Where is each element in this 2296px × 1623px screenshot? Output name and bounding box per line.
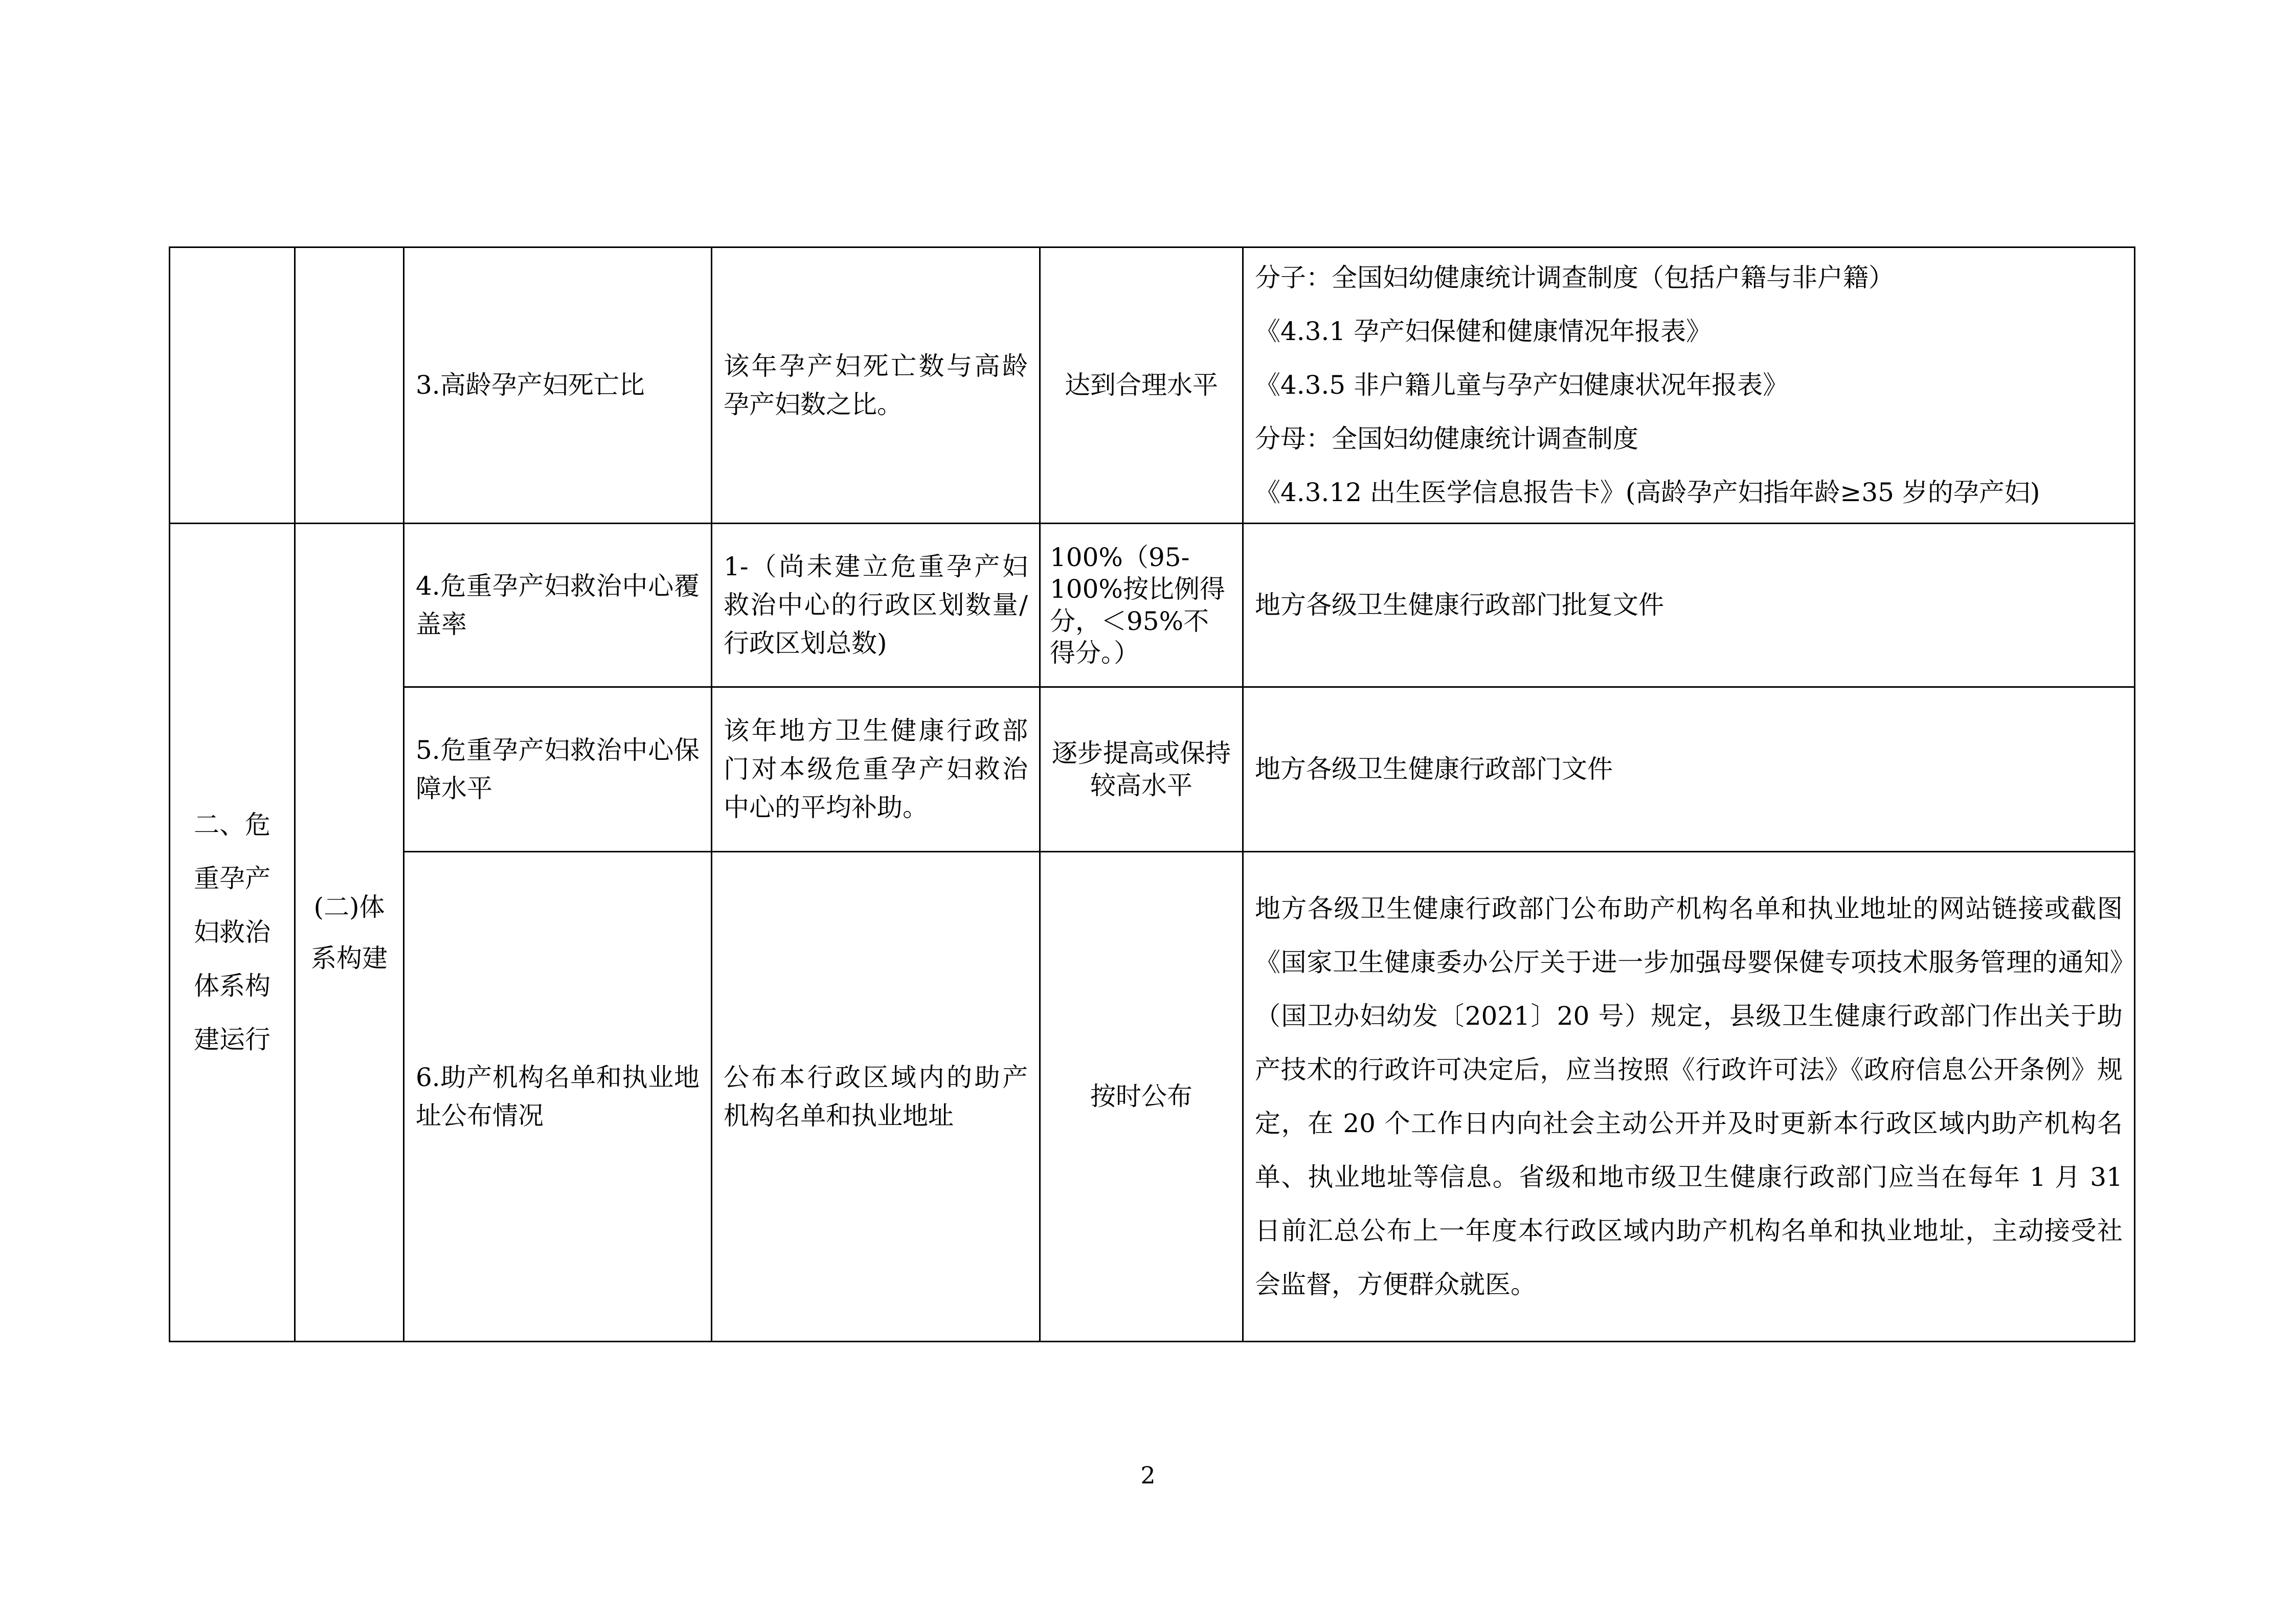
category-l2-cell xyxy=(295,247,404,524)
indicator-source xyxy=(1243,687,2135,852)
table-row xyxy=(170,687,2135,852)
table-row xyxy=(170,852,2135,1342)
source-text: 地方各级卫生健康行政部门公布助产机构名单和执业地址的网站链接或截图《国家卫生健康委办公厅关于进一步加强母婴保健专项技术服务管理的通知》（国卫办妇幼发〔2021〕20 号）规定，县级卫生健康行政部门作出关于助产技术的行政许可决定后，应当按照《行政许可法》《政府信息公开条例》规定，在 20 个工作日内向社会主动公开并及时更新本行政区域内助产机构名单、执业地址等信息。省级和地市级卫生健康行政部门应当在每年 1 月 31 日前汇总公布上一年度本行政区域内助产机构名单和执业地址，主动接受社会监督，方便群众就医。 xyxy=(1255,893,2123,1299)
category-l2-cell: (二)体系构建 xyxy=(295,524,404,1342)
indicator-table xyxy=(169,246,2135,1342)
indicator-definition: 公布本行政区域内的助产机构名单和执业地址 xyxy=(712,852,1040,1342)
source-line: 地方各级卫生健康行政部门批复文件 xyxy=(1255,590,1664,620)
indicator-source xyxy=(1243,852,2135,1342)
indicator-source xyxy=(1243,247,2135,524)
source-line: 《4.3.5 非户籍儿童与孕产妇健康状况年报表》 xyxy=(1255,370,1789,400)
indicator-target: 100%（95-100%按比例得分，＜95%不得分。） xyxy=(1040,524,1243,687)
source-line: 分母：全国妇幼健康统计调查制度 xyxy=(1255,424,1638,454)
category-l1-cell: 二、危重孕产妇救治体系构建运行 xyxy=(170,524,295,1342)
category-l1-cell xyxy=(170,247,295,524)
indicator-target: 达到合理水平 xyxy=(1040,247,1243,524)
indicator-target: 逐步提高或保持较高水平 xyxy=(1040,687,1243,852)
table-row xyxy=(170,247,2135,524)
page-number: 2 xyxy=(1140,1461,1156,1489)
indicator-definition: 该年地方卫生健康行政部门对本级危重孕产妇救治中心的平均补助。 xyxy=(712,687,1040,852)
indicator-name: 3.高龄孕产妇死亡比 xyxy=(404,247,712,524)
indicator-name: 4.危重孕产妇救治中心覆盖率 xyxy=(404,524,712,687)
indicator-name: 5.危重孕产妇救治中心保障水平 xyxy=(404,687,712,852)
source-line: 地方各级卫生健康行政部门文件 xyxy=(1255,754,1613,784)
source-line: 《4.3.1 孕产妇保健和健康情况年报表》 xyxy=(1255,317,1712,346)
indicator-target: 按时公布 xyxy=(1040,852,1243,1342)
source-line: 《4.3.12 出生医学信息报告卡》(高龄孕产妇指年龄≥35 岁的孕产妇) xyxy=(1255,478,2040,507)
indicator-definition: 该年孕产妇死亡数与高龄孕产妇数之比。 xyxy=(712,247,1040,524)
indicator-name: 6.助产机构名单和执业地址公布情况 xyxy=(404,852,712,1342)
indicator-source xyxy=(1243,524,2135,687)
table-row xyxy=(170,524,2135,687)
source-line: 分子：全国妇幼健康统计调查制度（包括户籍与非户籍） xyxy=(1255,263,1894,292)
indicator-definition: 1-（尚未建立危重孕产妇救治中心的行政区划数量/行政区划总数) xyxy=(712,524,1040,687)
